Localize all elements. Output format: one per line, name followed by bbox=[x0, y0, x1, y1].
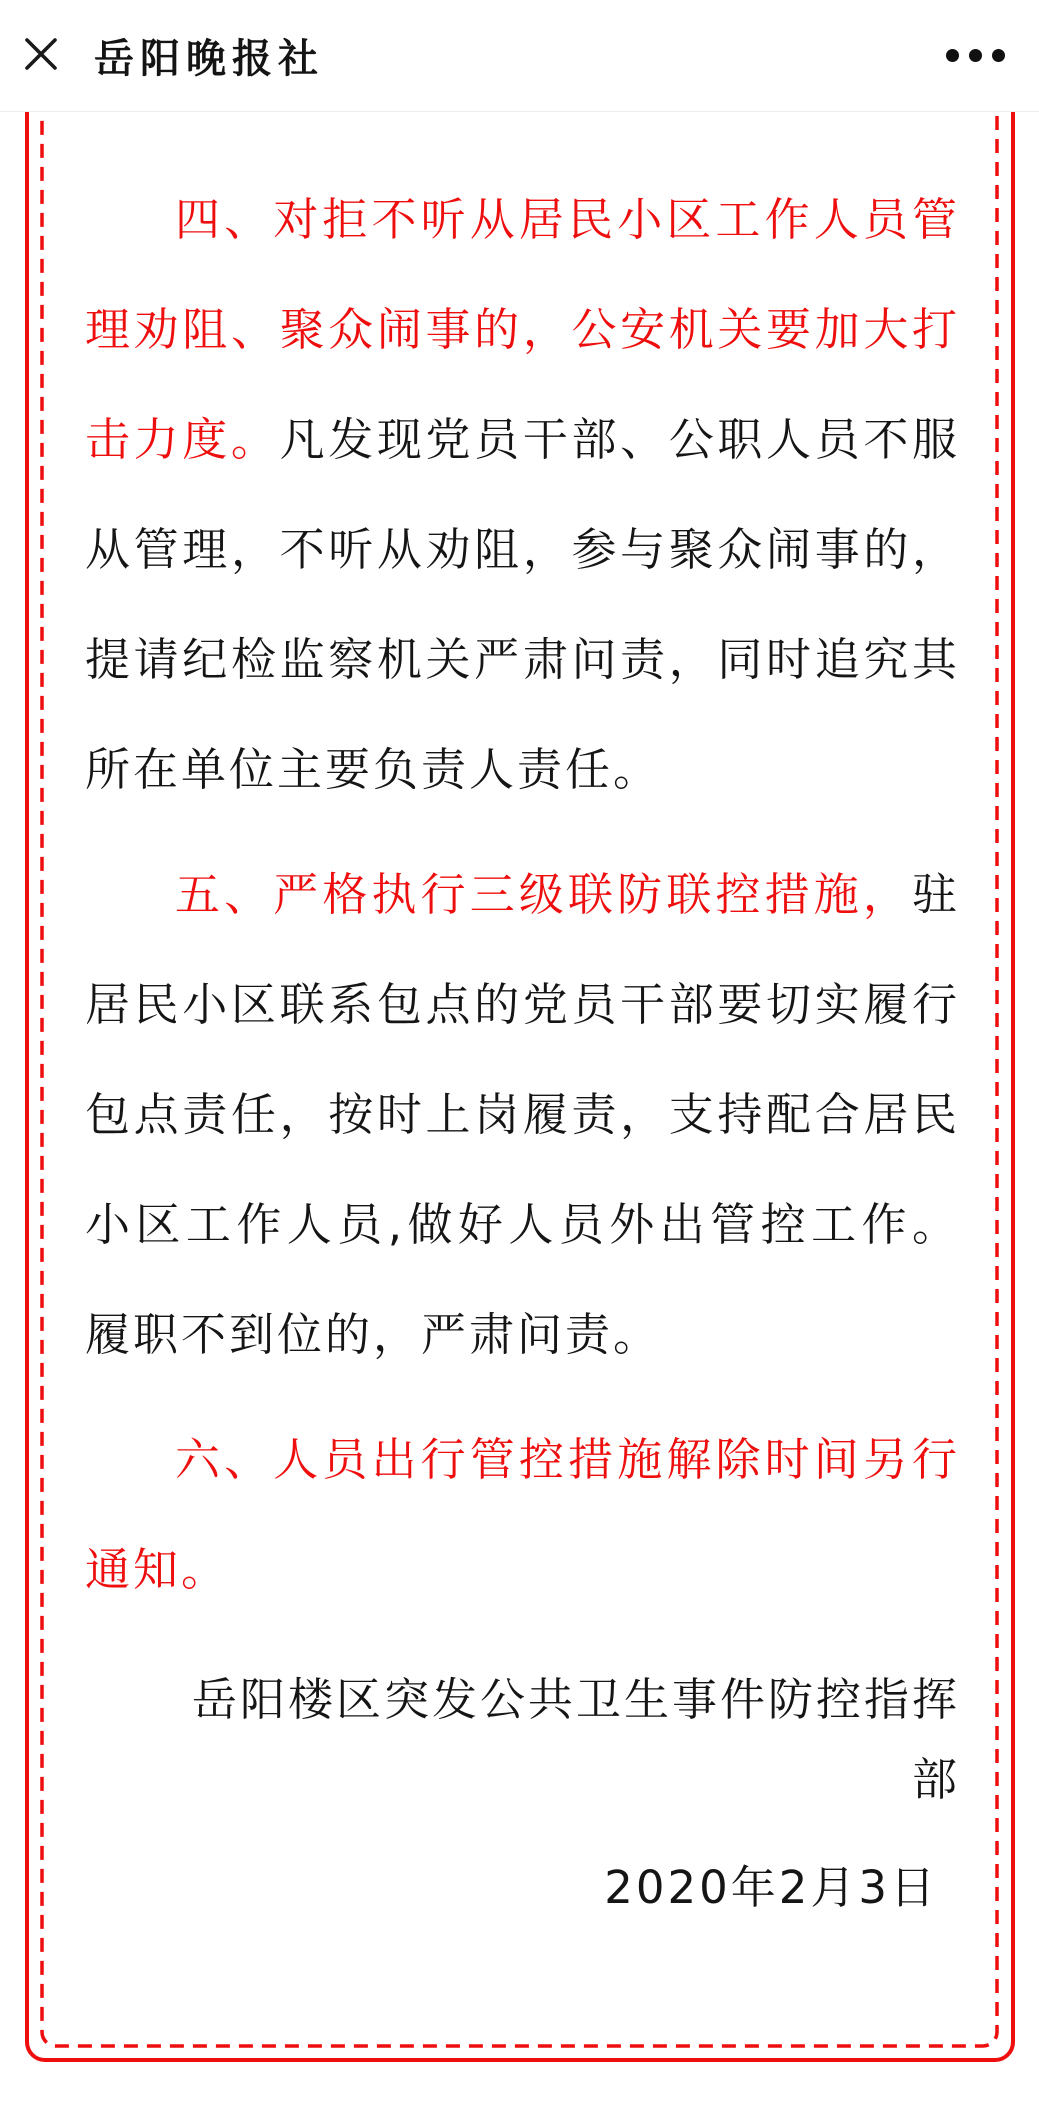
para5-black-body: 驻居民小区联系包点的党员干部要切实履行包点责任，按时上岗履责，支持配合居民小区工作人员,做好人员外出管控工作。履职不到位的，严肃问责。 bbox=[85, 868, 960, 1361]
notice-text bbox=[85, 165, 960, 1928]
paragraph-item-5 bbox=[85, 840, 960, 1390]
page-title: 岳阳晚报社 bbox=[94, 36, 324, 82]
para5-red-lead: 五、严格执行三级联防联控措施， bbox=[175, 868, 912, 921]
para4-black-body: 凡发现党员干部、公职人员不服从管理，不听从劝阻，参与聚众闹事的，提请纪检监察机关严肃问责，同时追究其所在单位主要负责人责任。 bbox=[85, 413, 960, 796]
ellipsis-icon bbox=[946, 49, 1005, 62]
paragraph-item-4 bbox=[85, 165, 960, 825]
para6-red-lead: 六、人员出行管控措施解除时间另行通知。 bbox=[85, 1433, 960, 1596]
document-date: 2020年2月3日 bbox=[604, 1861, 938, 1914]
paragraph-item-6 bbox=[85, 1405, 960, 1625]
para4-red-lead: 四、对拒不听从居民小区工作人员管理劝阻、聚众闹事的，公安机关要加大打击力度。 bbox=[85, 193, 960, 466]
signature: 岳阳楼区突发公共卫生事件防控指挥部 bbox=[191, 1673, 960, 1806]
close-button[interactable] bbox=[12, 27, 70, 85]
titlebar bbox=[0, 0, 1039, 112]
close-icon bbox=[21, 34, 61, 78]
more-options-button[interactable] bbox=[940, 35, 1011, 76]
article-body bbox=[0, 112, 1039, 2127]
